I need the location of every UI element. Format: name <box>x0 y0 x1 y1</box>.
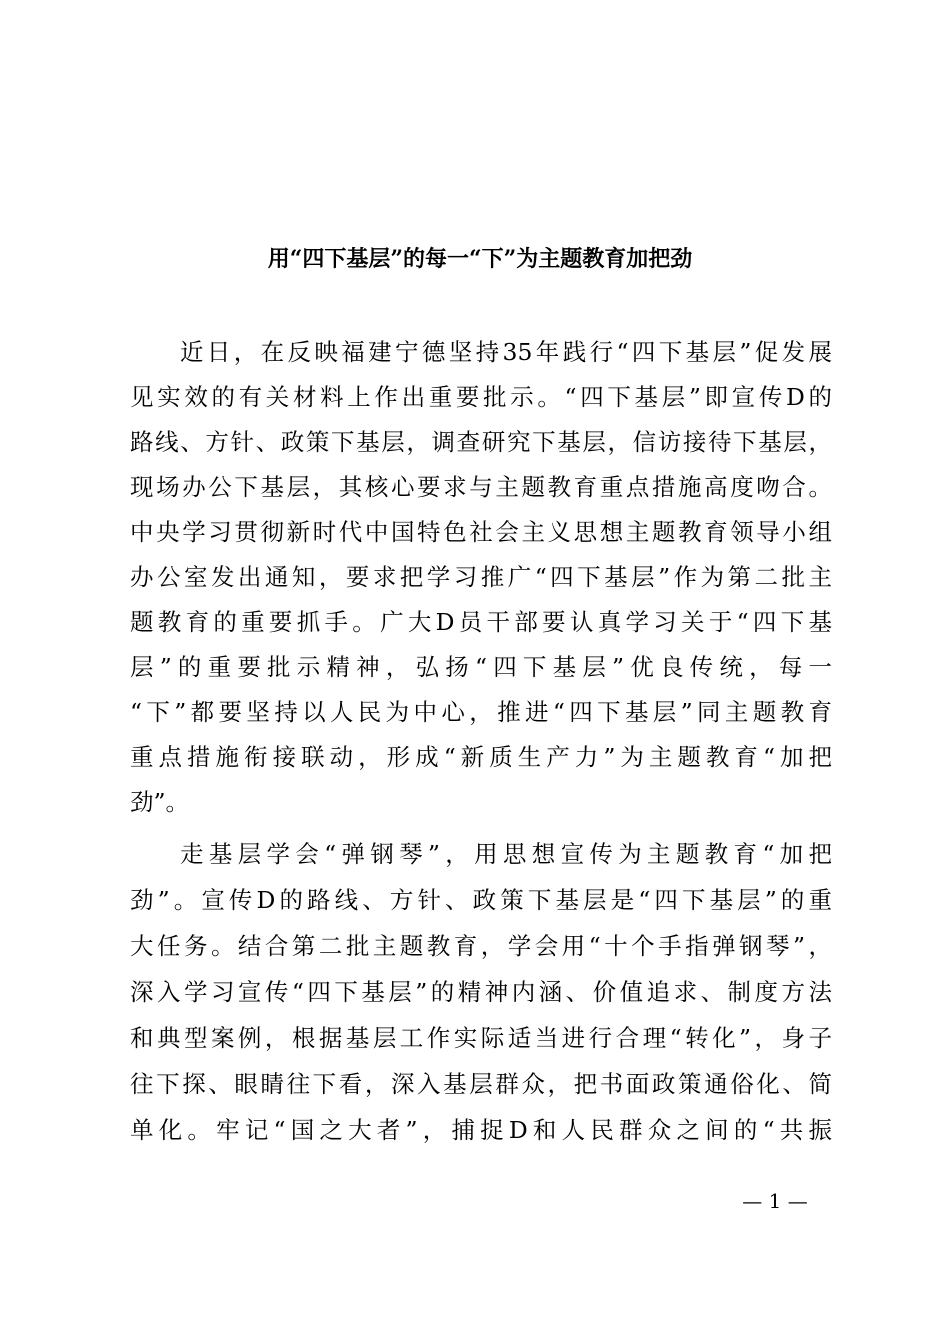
paragraph-1-line-7: 题教育的重要抓手。广大D员干部要认真学习关于“四下基 <box>130 608 832 636</box>
paragraph-1-line-2: 见实效的有关材料上作出重要批示。“四下基层”即宣传D的 <box>130 383 832 411</box>
paragraph-1-line-9: “下”都要坚持以人民为中心，推进“四下基层”同主题教育 <box>130 698 832 726</box>
paragraph-2-line-1: 走基层学会“弹钢琴”，用思想宣传为主题教育“加把 <box>180 840 832 868</box>
paragraph-1-line-5: 中央学习贯彻新时代中国特色社会主义思想主题教育领导小组 <box>130 518 832 546</box>
paragraph-2-line-3: 大任务。结合第二批主题教育，学会用“十个手指弹钢琴”， <box>130 932 832 960</box>
paragraph-1-line-11: 劲”。 <box>130 788 190 816</box>
paragraph-2-line-4: 深入学习宣传“四下基层”的精神内涵、价值追求、制度方法 <box>130 978 832 1006</box>
paragraph-1-line-6: 办公室发出通知，要求把学习推广“四下基层”作为第二批主 <box>130 563 832 591</box>
paragraph-2-line-6: 往下探、眼睛往下看，深入基层群众，把书面政策通俗化、简 <box>130 1070 832 1098</box>
paragraph-2-line-2: 劲”。宣传D的路线、方针、政策下基层是“四下基层”的重 <box>130 886 832 914</box>
paragraph-1-line-10: 重点措施衔接联动，形成“新质生产力”为主题教育“加把 <box>130 743 832 771</box>
paragraph-1-line-3: 路线、方针、政策下基层，调查研究下基层，信访接待下基层， <box>130 428 832 456</box>
paragraph-2-line-5: 和典型案例，根据基层工作实际适当进行合理“转化”，身子 <box>130 1024 832 1052</box>
page-number: — 1 — <box>742 1189 808 1213</box>
document-title: 用“四下基层”的每一“下”为主题教育加把劲 <box>267 246 693 272</box>
paragraph-1-line-8: 层”的重要批示精神，弘扬“四下基层”优良传统，每一 <box>130 653 832 681</box>
paragraph-1-line-4: 现场办公下基层，其核心要求与主题教育重点措施高度吻合。 <box>130 473 832 501</box>
paragraph-1-line-1: 近日，在反映福建宁德坚持35年践行“四下基层”促发展 <box>180 338 832 366</box>
paragraph-2-line-7: 单化。牢记“国之大者”，捕捉D和人民群众之间的“共振 <box>130 1116 832 1144</box>
